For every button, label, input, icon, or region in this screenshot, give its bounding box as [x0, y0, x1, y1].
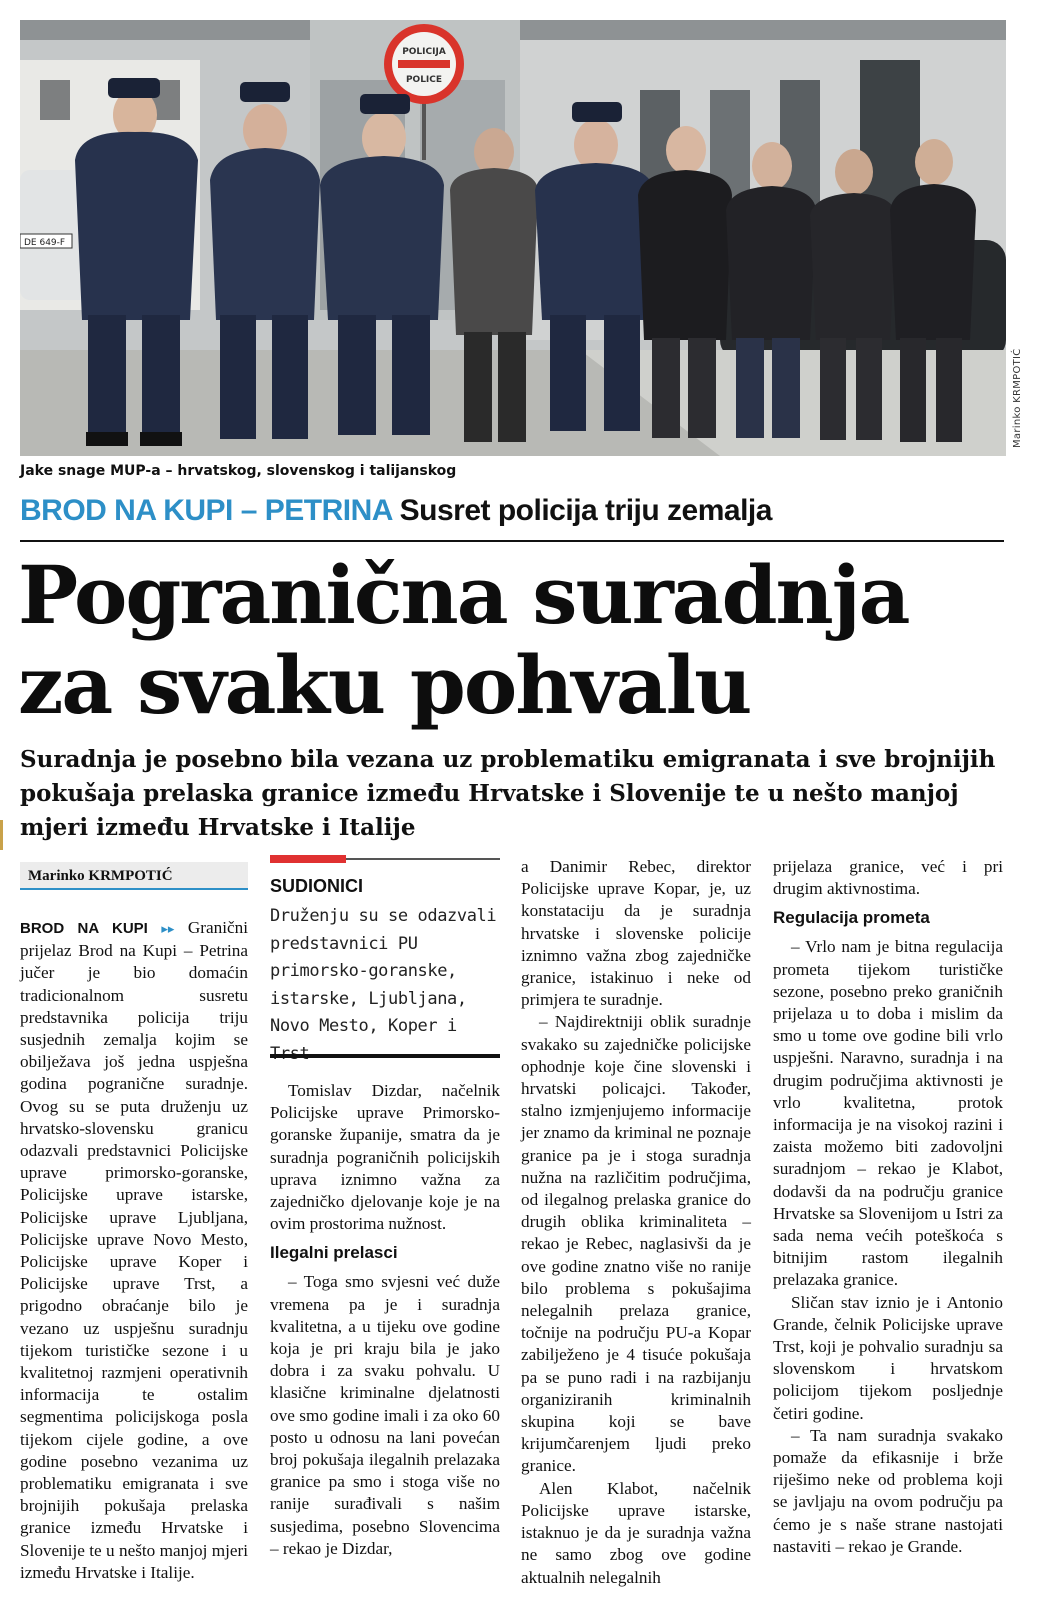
dateline: BROD NA KUPI [20, 920, 148, 937]
border-crossing-illustration [20, 20, 1006, 456]
sidebar-bottom-rule [270, 1054, 500, 1058]
sign-text-police: POLICE [405, 75, 443, 85]
article-column-2 [270, 1080, 500, 1560]
byline [20, 862, 248, 890]
kicker-divider [20, 540, 1004, 542]
byline-author: Marinko KRMPOTIĆ [28, 868, 173, 884]
article-paragraph: – Toga smo svjesni već duže vremena pa je i suradnja kvalitetna, a u tijeku ove godine koja je pri kraju bila je jako dobra i za svaku pohvalu. U klasične kriminalne djelatnosti ove smo godine imali i za oko 60 posto u odnosu na lani povećan broj pokušaja ilegalnih prelazaka granice pa smo i stoga više no ranije surađivali s našim susjedima, posebno Slovencima – rekao je Dizdar, [270, 1272, 500, 1558]
sign-text-policija: POLICIJA [402, 47, 446, 57]
headline-line-1: Pogranična suradnja [18, 548, 909, 642]
article-paragraph: – Vrlo nam je bitna regulacija prometa tijekom turističke sezone, posebno preko graničnih prijelaza u to doba i mislim da smo u tome ove godine bili vrlo uspješni. Naravno, suradnja i na drugim područjima aktivnosti je vrlo kvalitetna, protok informacija je na visokoj razini i zaista možemo biti zadovoljni suradnjom – rekao je Klabot, dodavši da na području granice Hrvatske sa Slovenijom u Istri za sada nema većih poteškoća s bitnijim rastom ilegalnih prelazaka granice. [773, 937, 1003, 1290]
article-paragraph: prijelaza granice, već i pri drugim aktivnostima. [773, 857, 1003, 899]
sidebar-box [270, 855, 500, 1060]
photo-caption: Jake snage MUP-a – hrvatskog, slovenskog i talijanskog [20, 463, 457, 479]
article-paragraph: – Ta nam suradnja svakako pomaže da efikasnije i brže riješimo neke od problema koji se javljaju na ovom području pa ćemo je s naše strane nastojati nastaviti – rekao je Grande. [773, 1425, 1003, 1556]
license-plate: DE 649-F [24, 238, 66, 248]
subheading: Ilegalni prelasci [270, 1243, 398, 1263]
article-photo [20, 20, 1006, 456]
sidebar-accent-bar [270, 855, 346, 863]
article-column-3 [521, 856, 751, 1589]
lead-paragraph: Suradnja je posebno bila vezana uz problematiku emigranata i sve brojnijih pokušaja prelaska granice između Hrvatske i Slovenije te u nešto manjoj mjeri između Hrvatske i Italije [20, 746, 996, 841]
article-column-4 [773, 856, 1003, 1558]
sidebar-top-rule [346, 858, 500, 860]
sidebar-title: SUDIONICI [270, 876, 364, 896]
kicker-topic: Susret policija triju zemalja [399, 494, 772, 527]
article-text: Granični prijelaz Brod na Kupi – Petrina jučer je bio domaćin tradicionalnom susretu predstavnika policija triju susjednih zemalja kojim se obilježava još jedna uspješna godina pogranične suradnje. Ovog su se puta druženju uz hrvatsko-slovensku granicu odazvali predstavnici Policijske uprave primorsko-goranske, Policijske uprave istarske, Policijske uprave Ljubljana, Policijske uprave Novo Mesto, Policijske uprave Koper i Policijske uprave Trst, a prigodno obraćanje bilo je vezano uz uspješnu suradnju tijekom turističke sezone i u kvalitetnoj razmjeni operativnih informacija te ostalim segmentima policijskoga posla tijekom cijele godine, a ove godine posebno vezanima uz problematiku emigranata i sve brojnijih pokušaja prelaska granice između Hrvatske i Slovenije te u nešto manjoj mjeri između Hrvatske i Italije. [20, 918, 248, 1582]
article-paragraph: – Najdirektniji oblik suradnje svakako su zajedničke policijske ophodnje koje čine slovenski i hrvatski policajci. Također, stalno izmjenjujemo informacije jer znamo da kriminal ne poznaje granice pa je i stoga suradnja nužna na različitim područjima, od ilegalnog prelaska granice do drugih oblika kriminaliteta – rekao je Rebec, naglasivši da je ove godine znatno više no ranije bilo problema s pokušajima nelegalnih prelaza granice, točnije na području PU-a Kopar zabilježeno je 4 tisuće pokušaja pa se puno radi i na razbijanju organiziranih kriminalnih skupina koji se bave krijumčarenjem ljudi preko granice. [521, 1012, 751, 1476]
article-column-1 [20, 917, 248, 1584]
article-paragraph [20, 917, 248, 1584]
margin-mark [0, 820, 3, 850]
headline-line-2: za svaku pohvalu [18, 638, 751, 732]
headline [18, 550, 1008, 730]
article-paragraph: Tomislav Dizdar, načelnik Policijske uprave Primorsko-goranske županije, smatra da je suradnja pograničnih policijskih uprava iznimno važna za zajedničko djelovanje koje je na ovim prostorima nužnost. [270, 1081, 500, 1234]
article-paragraph: a Danimir Rebec, direktor Policijske uprave Kopar, je, uz konstataciju da je suradnja hrvatske i slovenske policije iznimno važna zbog zajedničke granice, istakinuo i neke od primjera te suradnje. [521, 857, 751, 1010]
subheading: Regulacija prometa [773, 908, 930, 928]
kicker-location: BROD NA KUPI – PETRINA [20, 494, 392, 527]
article-paragraph: Sličan stav iznio je i Antonio Grande, čelnik Policijske uprave Trst, koji je pohvalio suradnju sa slovenskom i hrvatskom policijom tijekom posljednje četiri godine. [773, 1292, 1003, 1423]
kicker [20, 494, 772, 528]
article-paragraph: Alen Klabot, načelnik Policijske uprave istarske, istaknuo je da je suradnja važna ne samo zbog ove godine aktualnih nelegalnih [521, 1478, 751, 1587]
photo-credit: Marinko KRMPOTIĆ [1012, 348, 1023, 448]
double-arrow-icon: ▸▸ [161, 921, 175, 936]
sidebar-text: Druženju su se odazvali predstavnici PU primorsko-goranske, istarske, Ljubljana, Novo Mesto, Koper i [270, 906, 497, 1036]
